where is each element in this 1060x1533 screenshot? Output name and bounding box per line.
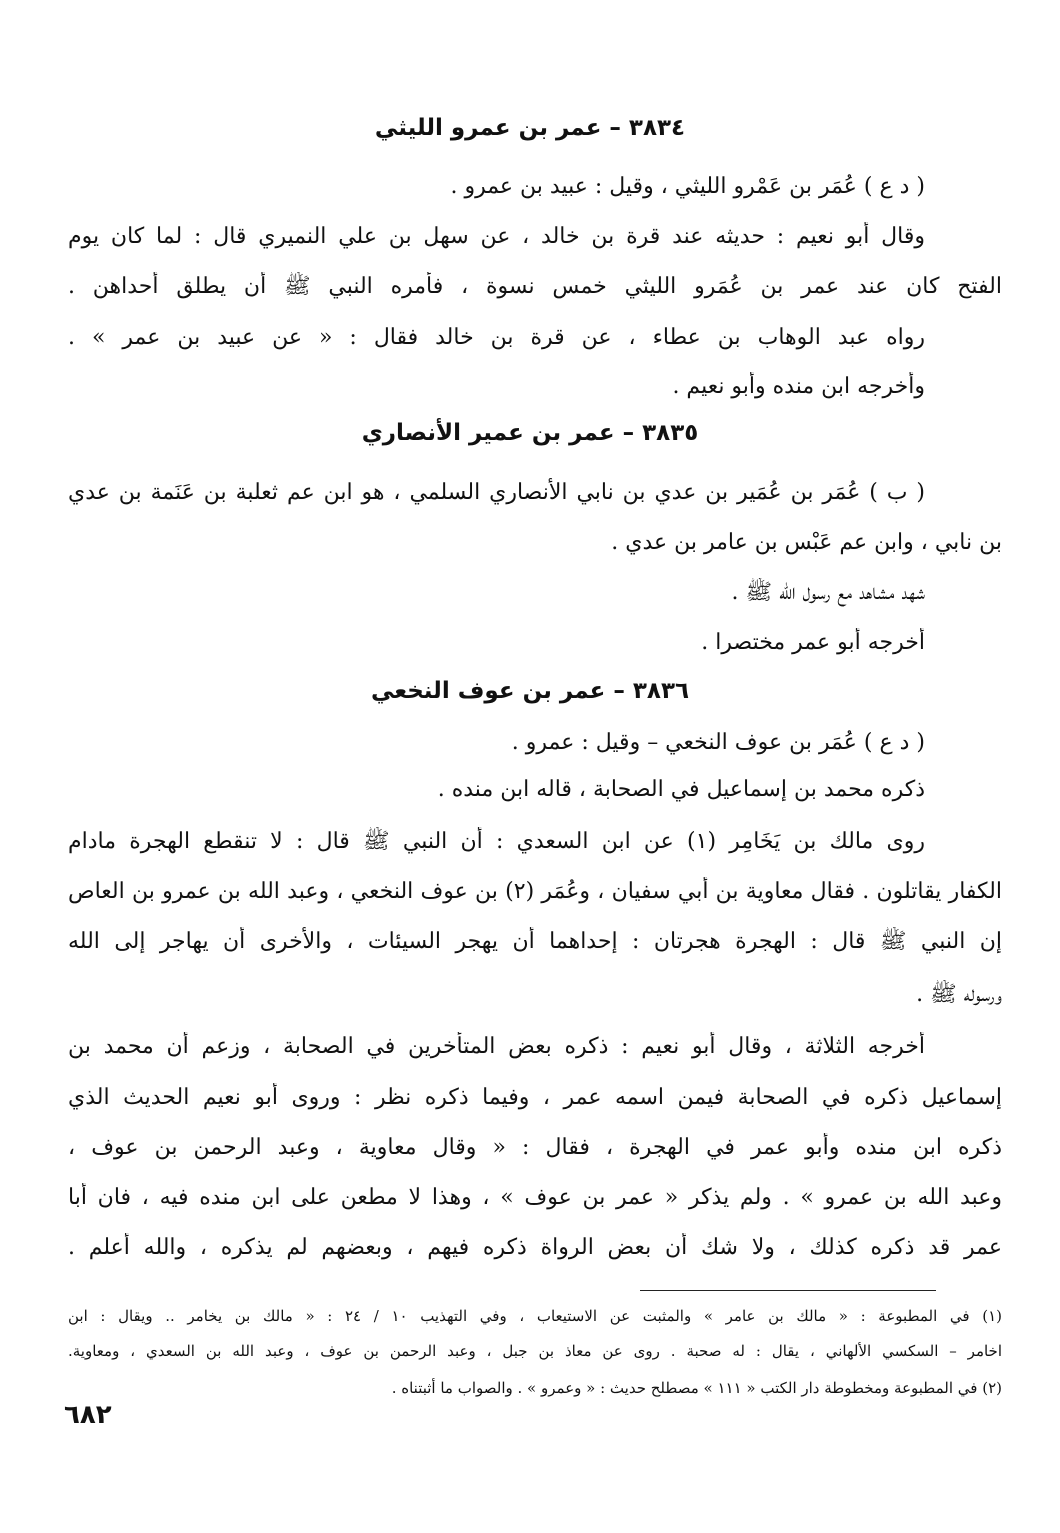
entry-line: روى مالك بن يَخَامِر (١) عن ابن السعدي : أن النبي ﷺ قال : لا تنقطع الهجرة مادام <box>68 829 925 854</box>
footnote-line: اخامر – السكسي الألهاني ، يقال : له صحبة . روى عن معاذ بن جبل ، وعبد الرحمن بن عوف ، وعبد الله بن السعدي ، ومعاوية. <box>68 1342 1002 1360</box>
entry-line: إن النبي ﷺ قال : الهجرة هجرتان : إحداهما أن يهجر السيئات ، والأخرى أن يهاجر إلى الله <box>68 929 1002 954</box>
entry-line: ذكره ابن منده وأبو عمر في الهجرة ، فقال : « وقال معاوية ، وعبد الرحمن بن عوف ، <box>68 1135 1002 1160</box>
footnote-line: (١) في المطبوعة : « مالك بن عامر » والمثبت عن الاستيعاب ، وفي التهذيب ١٠ / ٢٤ : « مالك بن يخامر .. ويقال : ابن <box>68 1307 1002 1325</box>
entry-line: بن نابي ، وابن عم عَبْس بن عامر بن عدي . <box>611 530 1002 555</box>
entry-title: ٣٨٣٥ – عمر بن عمير الأنصاري <box>361 420 699 446</box>
entry-line: وقال أبو نعيم : حديثه عند قرة بن خالد ، عن سهل بن علي النميري قال : لما كان يوم <box>68 224 925 249</box>
entry-line: رواه عبد الوهاب بن عطاء ، عن قرة بن خالد فقال : « عن عبيد بن عمر » . <box>68 325 925 350</box>
entry-line: الفتح كان عند عمر بن عُمَرو الليثي خمس نسوة ، فأمره النبي ﷺ أن يطلق أحداهن . <box>68 274 1002 299</box>
page-number: ٦٨٢ <box>64 1400 112 1430</box>
entry-line: الكفار يقاتلون . فقال معاوية بن أبي سفيان ، وعُمَر (٢) بن عوف النخعي ، وعبد الله بن عمرو بن العاص <box>68 879 1002 904</box>
entry-line: ورسوله ﷺ . <box>916 982 1002 1007</box>
entry-line: عمر قد ذكره كذلك ، ولا شك أن بعض الرواة ذكره فيهم ، وبعضهم لم يذكره ، والله أعلم . <box>68 1235 1002 1260</box>
entry-line: شهد مشاهد مع رسول الله ﷺ . <box>731 580 925 605</box>
entry-line: أخرجه أبو عمر مختصرا . <box>701 630 925 655</box>
entry-title: ٣٨٣٤ – عمر بن عمرو الليثي <box>374 115 686 141</box>
footnote-line: (٢) في المطبوعة ومخطوطة دار الكتب « ١١١ » مصطلح حديث : « وعمرو » . والصواب ما أثبتناه . <box>391 1379 1002 1397</box>
entry-title: ٣٨٣٦ – عمر بن عوف النخعي <box>370 678 690 704</box>
entry-line: إسماعيل ذكره في الصحابة فيمن اسمه عمر ، وفيما ذكره نظر : وروى أبو نعيم الحديث الذي <box>68 1085 1002 1110</box>
entry-line: ( ب ) عُمَر بن عُمَير بن عدي بن نابي الأنصاري السلمي ، هو ابن عم ثعلبة بن عَنَمة بن عدي <box>68 480 925 505</box>
entry-line: وأخرجه ابن منده وأبو نعيم . <box>672 374 925 399</box>
entry-line: وعبد الله بن عمرو » . ولم يذكر « عمر بن عوف » ، وهذا لا مطعن على ابن منده فيه ، فان أبا <box>68 1185 1002 1210</box>
entry-line: ( د ع ) عُمَر بن عَمْرو الليثي ، وقيل : عبيد بن عمرو . <box>450 174 925 199</box>
footnote-divider <box>640 1290 936 1291</box>
entry-line: ( د ع ) عُمَر بن عوف النخعي – وقيل : عمرو . <box>511 730 925 755</box>
entry-line: أخرجه الثلاثة ، وقال أبو نعيم : ذكره بعض المتأخرين في الصحابة ، وزعم أن محمد بن <box>68 1034 925 1059</box>
entry-line: ذكره محمد بن إسماعيل في الصحابة ، قاله ابن منده . <box>437 777 925 802</box>
